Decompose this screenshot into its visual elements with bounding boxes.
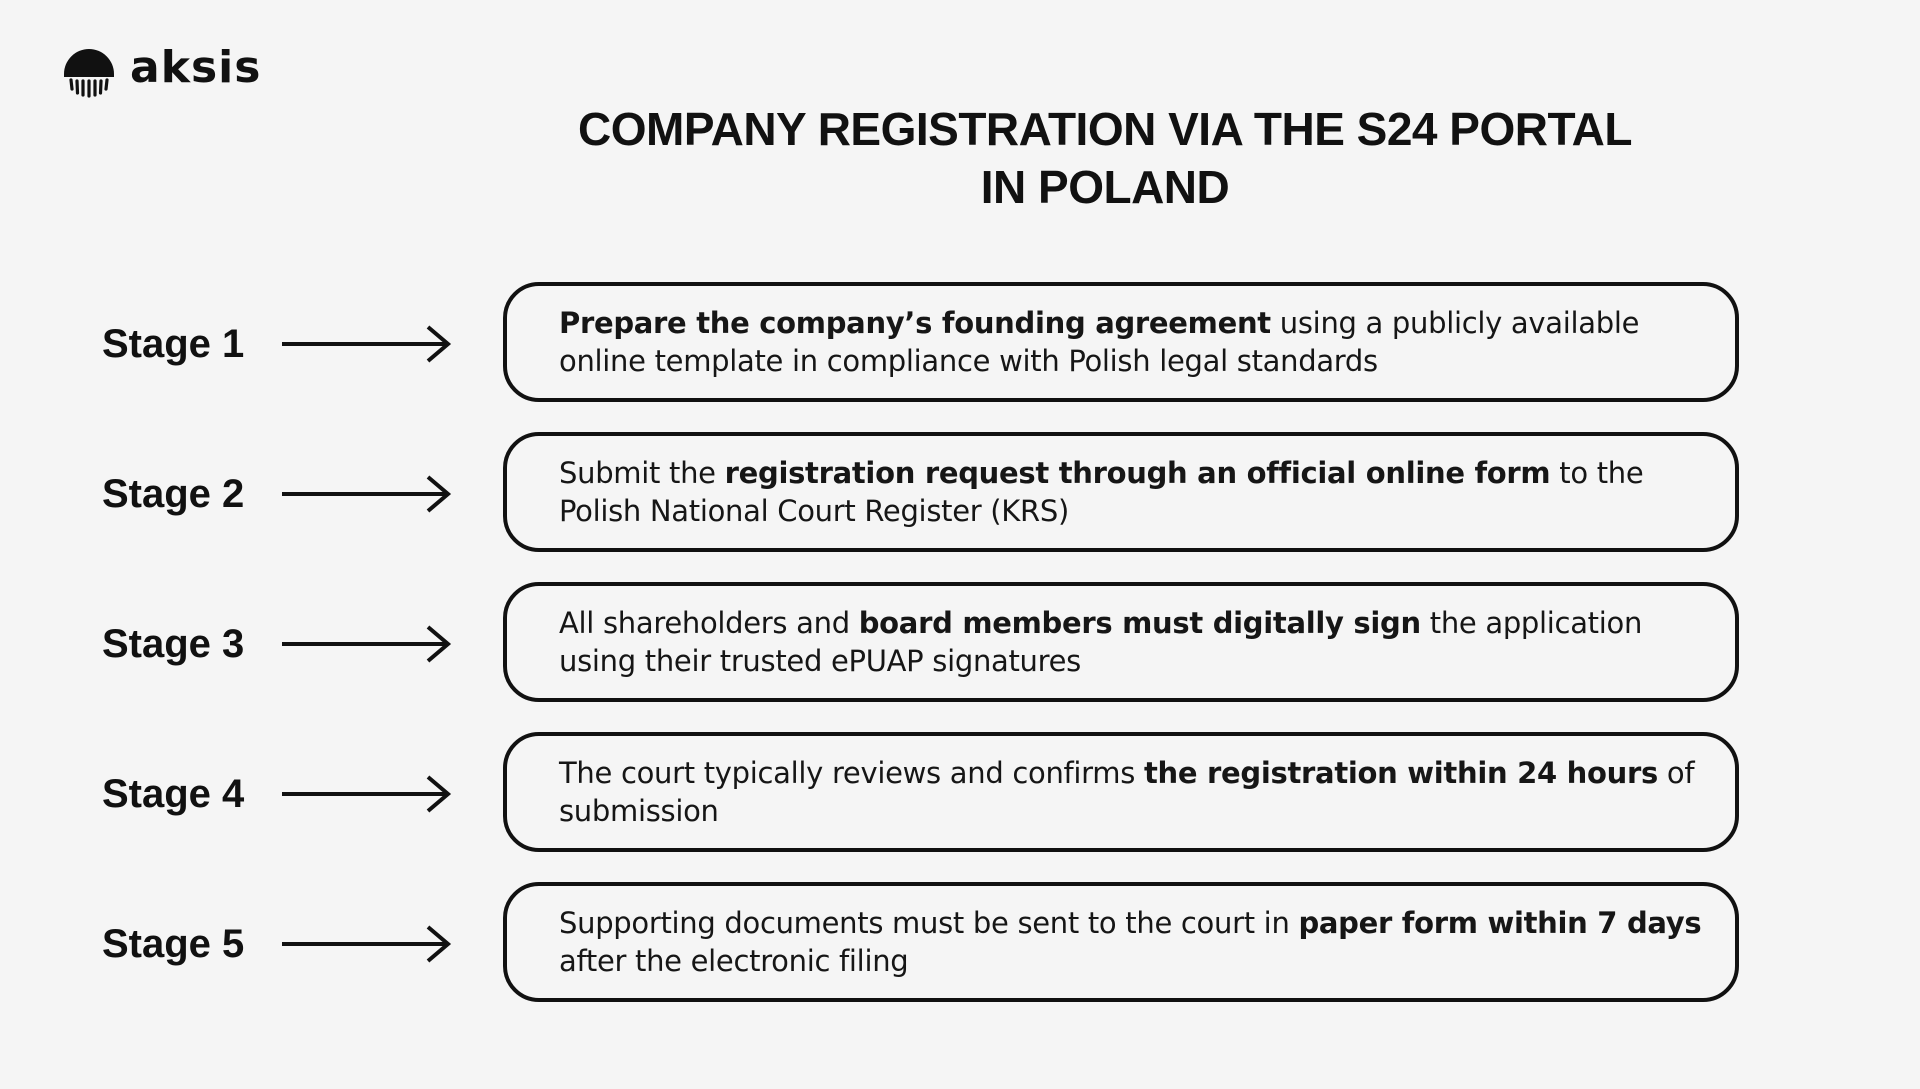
title-line-2: IN POLAND xyxy=(980,161,1230,213)
stage-description-box xyxy=(503,732,1739,852)
right-arrow-icon xyxy=(282,774,452,814)
right-arrow-icon xyxy=(282,324,452,364)
stage-row xyxy=(0,582,1920,706)
right-arrow-icon xyxy=(282,624,452,664)
stage-description-box xyxy=(503,582,1739,702)
stage-text-emphasis: board members must digitally sign xyxy=(858,606,1421,640)
right-arrow-icon xyxy=(282,474,452,514)
stage-label: Stage 3 xyxy=(102,622,245,666)
stage-text-run: Submit the xyxy=(559,456,725,490)
title-line-1: COMPANY REGISTRATION VIA THE S24 PORTAL xyxy=(578,103,1632,155)
stage-description-box xyxy=(503,432,1739,552)
stage-text-run: Supporting documents must be sent to the court in xyxy=(559,906,1299,940)
stage-description xyxy=(559,904,1711,980)
stage-text-run: of submission xyxy=(559,756,1695,828)
stage-text-run: using a publicly available online template in compliance with Polish legal standards xyxy=(559,306,1640,378)
stage-text-run: All shareholders and xyxy=(559,606,859,640)
stage-text-emphasis: the registration within 24 hours xyxy=(1143,756,1658,790)
stage-description xyxy=(559,304,1711,380)
stage-text-emphasis: registration request through an official online form xyxy=(724,456,1551,490)
stage-text-run: The court typically reviews and confirms xyxy=(559,756,1144,790)
stage-description xyxy=(559,454,1711,530)
stage-row xyxy=(0,282,1920,406)
stage-description-box xyxy=(503,282,1739,402)
stage-text-run: the application using their trusted ePUAP signatures xyxy=(559,606,1643,678)
right-arrow-icon xyxy=(282,924,452,964)
stage-label: Stage 4 xyxy=(102,772,245,816)
stage-text-run: after the electronic filing xyxy=(559,944,909,978)
logo-text: aksis xyxy=(130,42,262,93)
stage-label: Stage 5 xyxy=(102,922,245,966)
stage-row xyxy=(0,882,1920,1006)
stage-row xyxy=(0,432,1920,556)
stage-row xyxy=(0,732,1920,856)
stage-label: Stage 1 xyxy=(102,322,245,366)
stage-text-run: to the Polish National Court Register (KRS) xyxy=(559,456,1644,528)
stage-description xyxy=(559,604,1711,680)
stage-text-emphasis: Prepare the company’s founding agreement xyxy=(559,306,1271,340)
stage-description-box xyxy=(503,882,1739,1002)
stage-description xyxy=(559,754,1711,830)
stage-label: Stage 2 xyxy=(102,472,245,516)
stage-text-emphasis: paper form within 7 days xyxy=(1298,906,1702,940)
